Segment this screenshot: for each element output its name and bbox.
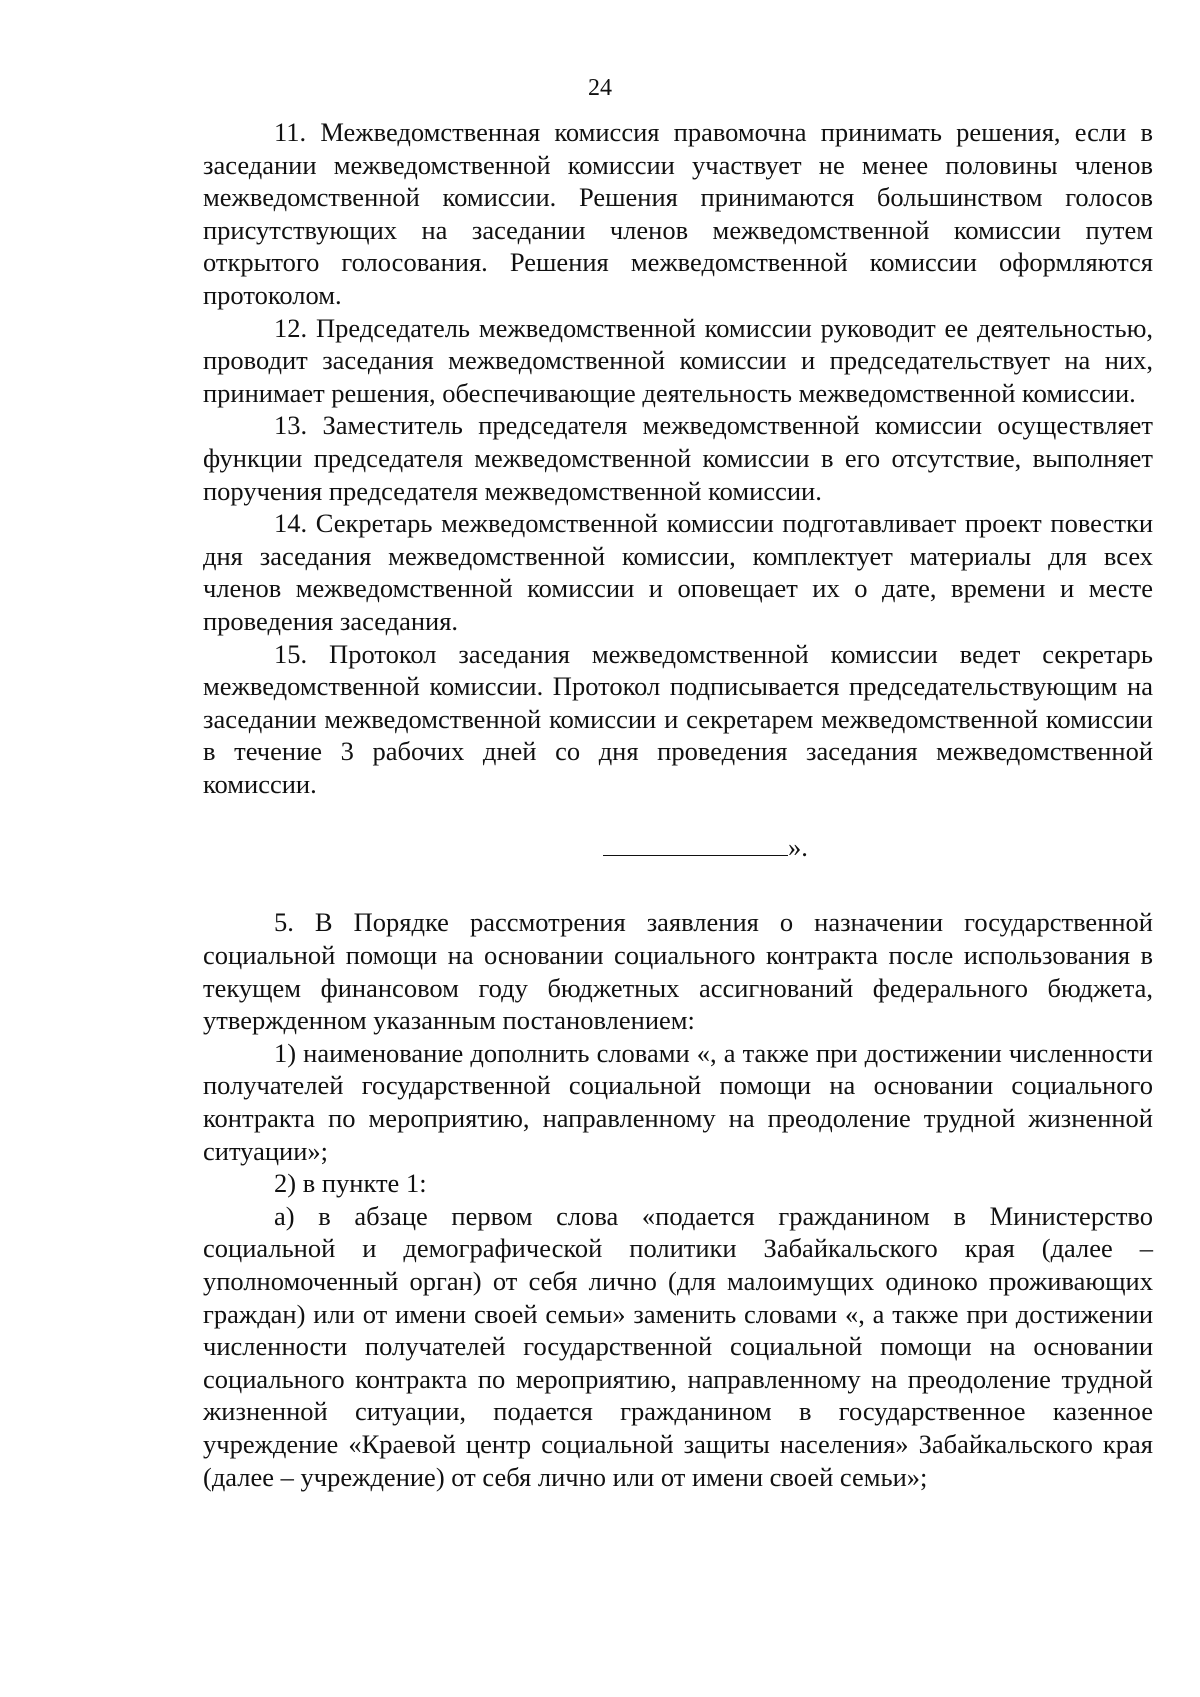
paragraph-11: 11. Межведомственная комиссия правомочна принимать решения, если в заседании межведомственной комиссии участвует не менее половины членов межведомственной комиссии. Решения принимаются большинством голосов присутствующих на заседании членов межведомственной комиссии путем открытого голосования. Решения межведомственной комиссии оформляются протоколом. xyxy=(203,117,1153,310)
paragraph-5: 5. В Порядке рассмотрения заявления о назначении государственной социальной помощи на основании социального контракта после использования в текущем финансовом году бюджетных ассигнований федерального бюджета, утвержденном указанным постановлением: xyxy=(203,907,1153,1036)
closing-mark-row xyxy=(203,800,1153,864)
paragraph-15: 15. Протокол заседания межведомственной комиссии ведет секретарь межведомственной комиссии. Протокол подписывается председательствующим на заседании межведомственной комиссии и секретарем межведомственной комиссии в течение 3 рабочих дней со дня проведения заседания межведомственной комиссии. xyxy=(203,638,1153,799)
closing-underline xyxy=(603,833,788,856)
document-body xyxy=(203,116,1153,1493)
page-number: 24 xyxy=(588,75,612,101)
subparagraph-2a: а) в абзаце первом слова «подается гражданином в Министерство социальной и демографической политики Забайкальского края (далее – уполномоченный орган) от себя лично (для малоимущих одиноко проживающих граждан) или от имени своей семьи» заменить словами «, а также при достижении численности получателей государственной социальной помощи на основании социального контракта по мероприятию, направленному на преодоление трудной жизненной ситуации, подается гражданином в государственное казенное учреждение «Краевой центр социальной защиты населения» Забайкальского края (далее – учреждение) от себя лично или от имени своей семьи»; xyxy=(203,1200,1153,1492)
section-gap xyxy=(203,864,1153,906)
paragraph-14: 14. Секретарь межведомственной комиссии подготавливает проект повестки дня заседания межведомственной комиссии, комплектует материалы для всех членов межведомственной комиссии и оповещает их о дате, времени и месте проведения заседания. xyxy=(203,508,1153,636)
subparagraph-1: 1) наименование дополнить словами «, а также при достижении численности получателей государственной социальной помощи на основании социального контракта по мероприятию, направленному на преодоление трудной жизненной ситуации»; xyxy=(203,1037,1153,1166)
subparagraph-2: 2) в пункте 1: xyxy=(274,1168,427,1199)
closing-mark: ». xyxy=(788,832,808,863)
paragraph-12: 12. Председатель межведомственной комиссии руководит ее деятельностью, проводит заседания межведомственной комиссии и председательствует на них, принимает решения, обеспечивающие деятельность межведомственной комиссии. xyxy=(203,312,1153,408)
paragraph-13: 13. Заместитель председателя межведомственной комиссии осуществляет функции председателя межведомственной комиссии в его отсутствие, выполняет поручения председателя межведомственной комиссии. xyxy=(203,410,1153,506)
